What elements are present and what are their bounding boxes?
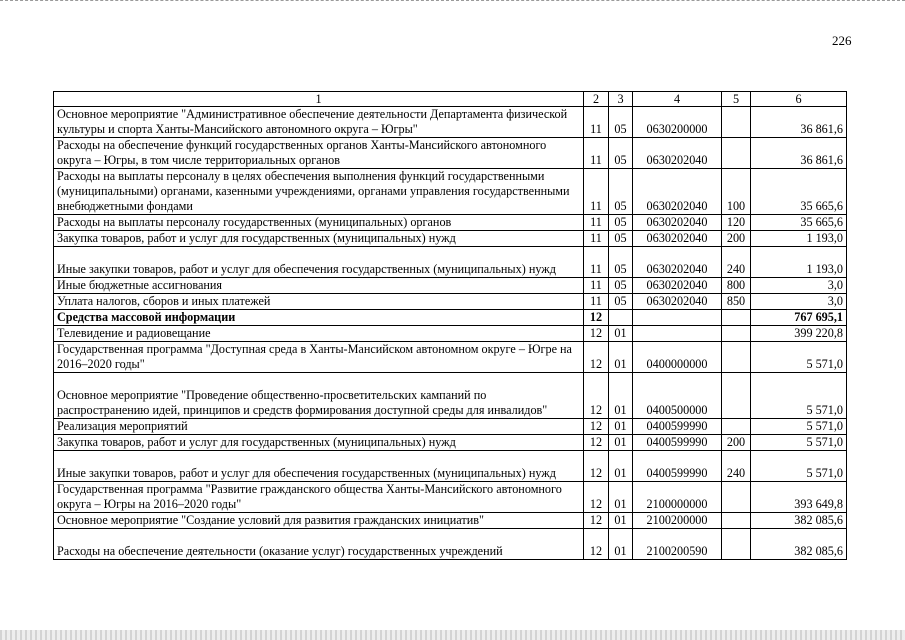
row-subsection: 01: [609, 373, 633, 419]
row-amount: 5 571,0: [751, 435, 847, 451]
row-subsection: 01: [609, 451, 633, 482]
page-number: 226: [832, 33, 852, 48]
table-row: [54, 529, 847, 560]
budget-table-body: [54, 92, 847, 560]
row-target-code: 0630202040: [633, 294, 722, 310]
row-target-code: 0400000000: [633, 342, 722, 373]
table-row: [54, 278, 847, 294]
row-name: Иные закупки товаров, работ и услуг для обеспечения государственных (муниципальных) нужд: [54, 451, 584, 482]
header-cell: 4: [633, 92, 722, 107]
row-amount: 767 695,1: [751, 310, 847, 326]
row-section: 12: [584, 482, 609, 513]
row-subsection: 01: [609, 482, 633, 513]
table-row: [54, 215, 847, 231]
table-row: [54, 231, 847, 247]
row-expense-type: [722, 107, 751, 138]
row-expense-type: 100: [722, 169, 751, 215]
row-amount: 382 085,6: [751, 529, 847, 560]
row-amount: 3,0: [751, 294, 847, 310]
row-section: 11: [584, 138, 609, 169]
row-target-code: 0400599990: [633, 419, 722, 435]
table-row: [54, 451, 847, 482]
row-expense-type: [722, 419, 751, 435]
row-subsection: 05: [609, 231, 633, 247]
row-subsection: 01: [609, 419, 633, 435]
row-amount: 399 220,8: [751, 326, 847, 342]
table-row: [54, 294, 847, 310]
row-name: Расходы на обеспечение деятельности (оказание услуг) государственных учреждений: [54, 529, 584, 560]
table-row: [54, 326, 847, 342]
row-amount: 36 861,6: [751, 138, 847, 169]
row-target-code: [633, 310, 722, 326]
row-expense-type: [722, 529, 751, 560]
row-expense-type: [722, 513, 751, 529]
row-name: Уплата налогов, сборов и иных платежей: [54, 294, 584, 310]
row-expense-type: [722, 342, 751, 373]
row-subsection: 05: [609, 169, 633, 215]
table-row: [54, 513, 847, 529]
row-name: Закупка товаров, работ и услуг для государственных (муниципальных) нужд: [54, 435, 584, 451]
row-name: Реализация мероприятий: [54, 419, 584, 435]
row-section: 11: [584, 169, 609, 215]
row-name: Расходы на обеспечение функций государственных органов Ханты-Мансийского автономного округа – Югры, в том числе территориальных органов: [54, 138, 584, 169]
row-expense-type: 120: [722, 215, 751, 231]
row-amount: 35 665,6: [751, 169, 847, 215]
row-name: Государственная программа "Доступная среда в Ханты-Мансийском автономном округе – Югре на 2016–2020 годы": [54, 342, 584, 373]
table-row: [54, 373, 847, 419]
row-section: 11: [584, 294, 609, 310]
row-amount: 3,0: [751, 278, 847, 294]
table-row: [54, 482, 847, 513]
row-section: 11: [584, 215, 609, 231]
row-section: 12: [584, 451, 609, 482]
row-target-code: 0630202040: [633, 231, 722, 247]
row-target-code: 0400599990: [633, 451, 722, 482]
header-cell: 3: [609, 92, 633, 107]
row-expense-type: [722, 138, 751, 169]
row-target-code: 2100200000: [633, 513, 722, 529]
row-subsection: 05: [609, 138, 633, 169]
row-expense-type: 800: [722, 278, 751, 294]
row-name: Средства массовой информации: [54, 310, 584, 326]
row-section: 12: [584, 326, 609, 342]
row-subsection: 05: [609, 294, 633, 310]
table-row: [54, 310, 847, 326]
row-subsection: 01: [609, 529, 633, 560]
row-expense-type: [722, 326, 751, 342]
row-name: Иные закупки товаров, работ и услуг для обеспечения государственных (муниципальных) нужд: [54, 247, 584, 278]
row-name: Иные бюджетные ассигнования: [54, 278, 584, 294]
row-amount: 382 085,6: [751, 513, 847, 529]
row-section: 12: [584, 310, 609, 326]
row-target-code: 2100000000: [633, 482, 722, 513]
table-row: [54, 107, 847, 138]
row-amount: 1 193,0: [751, 247, 847, 278]
row-name: Основное мероприятие "Создание условий для развития гражданских инициатив": [54, 513, 584, 529]
row-amount: 1 193,0: [751, 231, 847, 247]
row-name: Основное мероприятие "Проведение общественно-просветительских кампаний по распространению идей, принципов и средств формирования доступной среды для инвалидов": [54, 373, 584, 419]
row-expense-type: [722, 482, 751, 513]
row-name: Закупка товаров, работ и услуг для государственных (муниципальных) нужд: [54, 231, 584, 247]
row-name: Расходы на выплаты персоналу в целях обеспечения выполнения функций государственными (муниципальными) органами, казенными учреждениями, органами управления государственными внебюджетными фондами: [54, 169, 584, 215]
header-cell: 5: [722, 92, 751, 107]
row-subsection: 01: [609, 513, 633, 529]
table-row: [54, 419, 847, 435]
row-section: 12: [584, 419, 609, 435]
table-row: [54, 169, 847, 215]
row-amount: 5 571,0: [751, 451, 847, 482]
row-target-code: 0630202040: [633, 138, 722, 169]
row-expense-type: [722, 373, 751, 419]
row-section: 12: [584, 529, 609, 560]
row-expense-type: 850: [722, 294, 751, 310]
header-cell: 6: [751, 92, 847, 107]
row-amount: 36 861,6: [751, 107, 847, 138]
row-section: 11: [584, 231, 609, 247]
table-row: [54, 247, 847, 278]
row-subsection: 05: [609, 215, 633, 231]
scan-edge-top: [0, 0, 905, 1]
row-section: 11: [584, 247, 609, 278]
header-cell: 2: [584, 92, 609, 107]
row-section: 12: [584, 435, 609, 451]
table-row: [54, 138, 847, 169]
row-expense-type: 240: [722, 451, 751, 482]
row-amount: 5 571,0: [751, 419, 847, 435]
row-section: 11: [584, 278, 609, 294]
header-row: [54, 92, 847, 107]
row-expense-type: 240: [722, 247, 751, 278]
row-subsection: 01: [609, 326, 633, 342]
row-amount: 5 571,0: [751, 373, 847, 419]
row-subsection: 05: [609, 247, 633, 278]
row-expense-type: 200: [722, 435, 751, 451]
row-name: Расходы на выплаты персоналу государственных (муниципальных) органов: [54, 215, 584, 231]
row-section: 11: [584, 107, 609, 138]
row-target-code: 0630202040: [633, 247, 722, 278]
row-target-code: 0630202040: [633, 169, 722, 215]
budget-table: [53, 91, 847, 560]
row-target-code: 0400500000: [633, 373, 722, 419]
row-name: Основное мероприятие "Административное обеспечение деятельности Департамента физической культуры и спорта Ханты-Мансийского автономного округа – Югры": [54, 107, 584, 138]
row-target-code: 2100200590: [633, 529, 722, 560]
row-name: Государственная программа "Развитие гражданского общества Ханты-Мансийского автономного округа – Югры на 2016–2020 годы": [54, 482, 584, 513]
row-target-code: 0630202040: [633, 278, 722, 294]
row-section: 12: [584, 373, 609, 419]
row-section: 12: [584, 513, 609, 529]
row-subsection: 01: [609, 342, 633, 373]
row-amount: 35 665,6: [751, 215, 847, 231]
table-row: [54, 435, 847, 451]
header-cell: 1: [54, 92, 584, 107]
row-subsection: 05: [609, 278, 633, 294]
row-section: 12: [584, 342, 609, 373]
row-expense-type: [722, 310, 751, 326]
row-subsection: 01: [609, 435, 633, 451]
row-target-code: 0400599990: [633, 435, 722, 451]
row-target-code: 0630202040: [633, 215, 722, 231]
table-row: [54, 342, 847, 373]
row-subsection: 05: [609, 107, 633, 138]
row-amount: 393 649,8: [751, 482, 847, 513]
row-expense-type: 200: [722, 231, 751, 247]
row-subsection: [609, 310, 633, 326]
row-name: Телевидение и радиовещание: [54, 326, 584, 342]
row-target-code: 0630200000: [633, 107, 722, 138]
scan-edge-bottom: [0, 630, 905, 640]
row-target-code: [633, 326, 722, 342]
row-amount: 5 571,0: [751, 342, 847, 373]
